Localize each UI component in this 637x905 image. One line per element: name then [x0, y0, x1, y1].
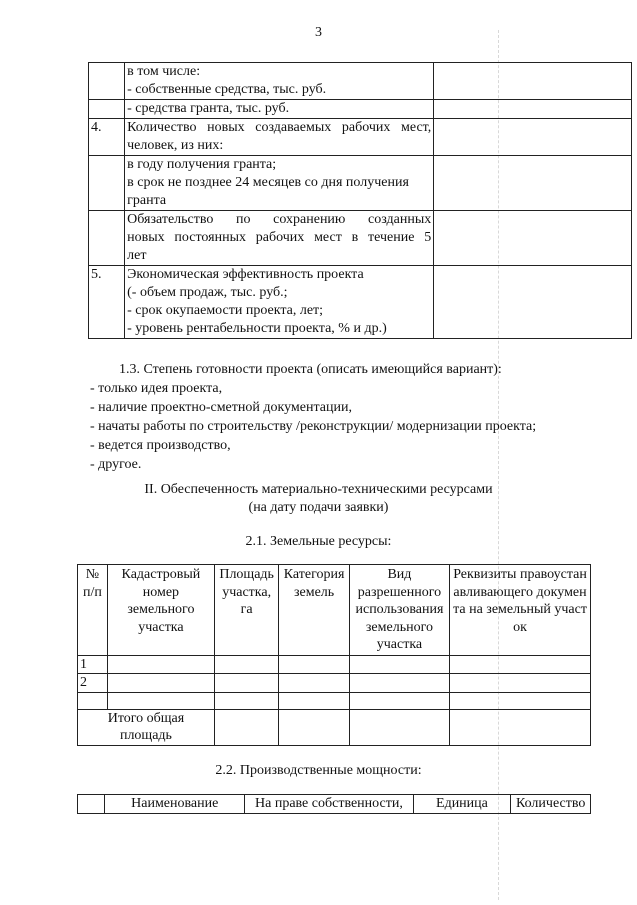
table-cell[interactable]: [450, 674, 591, 693]
land-resources-title: 2.1. Земельные ресурсы:: [245, 534, 392, 549]
list-item: - начаты работы по строительству /реконструкции/ модернизации проекта;: [90, 419, 537, 434]
row-description: [125, 100, 434, 119]
value-cell[interactable]: [434, 266, 632, 339]
land-resources-table: [77, 564, 591, 746]
row-description: [125, 211, 434, 266]
table-header-row: [78, 565, 591, 656]
table-row: [78, 655, 591, 674]
row-number: [89, 63, 125, 100]
row-number: 1: [78, 655, 108, 674]
table-cell[interactable]: [349, 674, 449, 693]
table-cell[interactable]: [107, 692, 214, 709]
table-cell[interactable]: [214, 655, 278, 674]
column-header: Наименование: [105, 795, 245, 814]
table-cell[interactable]: [349, 692, 449, 709]
table-cell[interactable]: [279, 709, 349, 745]
row-description: [125, 266, 434, 339]
table-row: [89, 211, 632, 266]
description-line: Экономическая эффективность проекта: [127, 267, 364, 282]
row-number: [78, 692, 108, 709]
total-row: [78, 709, 591, 745]
column-header: Кадастровый номер земельного участка: [107, 565, 214, 656]
table-row: [78, 692, 591, 709]
table-cell[interactable]: [450, 655, 591, 674]
table-cell[interactable]: [349, 709, 449, 745]
column-header: № п/п: [78, 565, 108, 656]
row-number: 2: [78, 674, 108, 693]
list-item: - только идея проекта,: [90, 381, 223, 396]
description-line: человек, из них:: [127, 138, 224, 153]
row-number: [89, 100, 125, 119]
page-number: 3: [315, 25, 322, 40]
column-header: Площадь участка, га: [214, 565, 278, 656]
column-header: Вид разрешенного использования земельного участка: [349, 565, 449, 656]
column-header: [78, 795, 105, 814]
production-capacity-table: [77, 794, 591, 814]
list-item: - наличие проектно-сметной документации,: [90, 400, 352, 415]
description-line: Количество новых создаваемых рабочих мест,: [127, 120, 432, 135]
table-row: [89, 119, 632, 156]
row-number: 4.: [89, 119, 125, 156]
table-cell[interactable]: [107, 655, 214, 674]
description-line: - уровень рентабельности проекта, % и др.): [127, 321, 387, 336]
table-row: [89, 100, 632, 119]
table-row: [89, 156, 632, 211]
table-cell[interactable]: [450, 709, 591, 745]
value-cell[interactable]: [434, 211, 632, 266]
column-header: Количество: [511, 795, 591, 814]
section-title: II. Обеспеченность материально-техническими ресурсами: [144, 482, 493, 497]
table-cell[interactable]: [214, 692, 278, 709]
table-cell[interactable]: [214, 674, 278, 693]
table-cell[interactable]: [279, 692, 349, 709]
row-description: [125, 63, 434, 100]
table-cell[interactable]: [279, 674, 349, 693]
description-line: Обязательство по сохранению созданных: [127, 212, 432, 227]
description-line: новых постоянных рабочих мест в течение 5: [127, 230, 432, 245]
table-cell[interactable]: [279, 655, 349, 674]
description-line: гранта: [127, 193, 167, 208]
table-row: [78, 674, 591, 693]
row-number: 5.: [89, 266, 125, 339]
value-cell[interactable]: [434, 63, 632, 100]
column-header: Реквизиты правоустанавливающего документа на земельный участок: [450, 565, 591, 656]
total-label: Итого общая площадь: [78, 709, 215, 745]
value-cell[interactable]: [434, 119, 632, 156]
column-header: На праве собственности,: [245, 795, 413, 814]
description-line: - срок окупаемости проекта, лет;: [127, 303, 324, 318]
description-line: в году получения гранта;: [127, 157, 277, 172]
table-header-row: [78, 795, 591, 814]
table-cell[interactable]: [214, 709, 278, 745]
section-subtitle: (на дату подачи заявки): [248, 500, 389, 515]
table-cell[interactable]: [450, 692, 591, 709]
list-item: - другое.: [90, 457, 142, 472]
row-description: [125, 119, 434, 156]
readiness-list: [90, 379, 610, 474]
description-line: в срок не позднее 24 месяцев со дня получения: [127, 175, 409, 190]
description-line: - средства гранта, тыс. руб.: [127, 101, 290, 116]
row-description: [125, 156, 434, 211]
description-line: лет: [127, 248, 147, 263]
value-cell[interactable]: [434, 156, 632, 211]
list-item: - ведется производство,: [90, 438, 231, 453]
column-header: Единица: [413, 795, 511, 814]
value-cell[interactable]: [434, 100, 632, 119]
table-cell[interactable]: [107, 674, 214, 693]
description-line: в том числе:: [127, 64, 201, 79]
project-indicators-table: [88, 62, 632, 339]
description-line: - собственные средства, тыс. руб.: [127, 82, 327, 97]
readiness-section: [90, 360, 610, 474]
description-line: (- объем продаж, тыс. руб.;: [127, 285, 288, 300]
column-header: Категория земель: [279, 565, 349, 656]
row-number: [89, 211, 125, 266]
row-number: [89, 156, 125, 211]
table-cell[interactable]: [349, 655, 449, 674]
table-row: [89, 266, 632, 339]
table-row: [89, 63, 632, 100]
readiness-heading: 1.3. Степень готовности проекта (описать имеющийся вариант):: [119, 362, 502, 377]
production-capacity-title: 2.2. Производственные мощности:: [215, 763, 422, 778]
